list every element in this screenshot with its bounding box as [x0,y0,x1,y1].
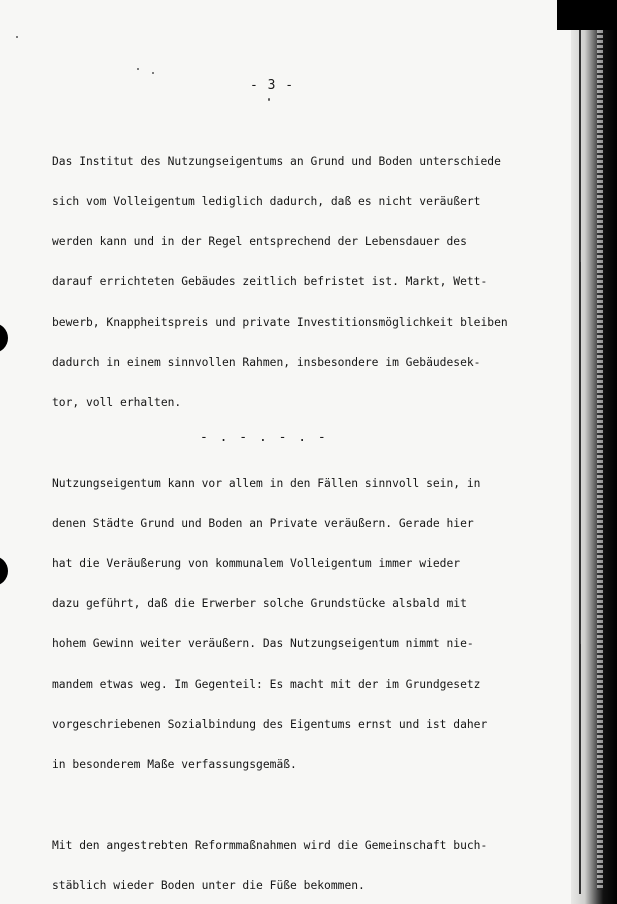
end-mark: - . - . - . - [200,430,328,445]
text-line: darauf errichteten Gebäudes zeitlich befristet ist. Markt, Wett- [52,275,488,289]
page-number: - 3 - [250,78,295,93]
text-line: bewerb, Knappheitspreis und private Investitionsmöglichkeit bleiben [52,315,508,329]
text-line: Nutzungseigentum kann vor allem in den Fällen sinnvoll sein, in [52,476,481,490]
text-line: dadurch in einem sinnvollen Rahmen, insbesondere im Gebäudesek- [52,355,481,369]
scan-top-corner [557,0,617,30]
scan-speck [16,36,18,38]
text-line: in besonderem Maße verfassungsgemäß. [52,758,297,772]
text-line: vorgeschriebenen Sozialbindung des Eigentums ernst und ist daher [52,717,488,731]
text-line: Das Institut des Nutzungseigentums an Grund und Boden unterschiede [52,154,501,168]
scan-right-edge [571,0,617,904]
body-text [52,128,567,904]
binder-hole-bottom [0,556,8,586]
edge-mark [580,630,581,644]
text-line: denen Städte Grund und Boden an Private veräußern. Gerade hier [52,516,474,530]
binder-hole-top [0,323,8,353]
text-line: werden kann und in der Regel entsprechend der Lebensdauer des [52,235,467,249]
text-line: Mit den angestrebten Reformmaßnahmen wird die Gemeinschaft buch- [52,838,488,852]
paragraph-1 [52,128,567,436]
text-line: mandem etwas weg. Im Gegenteil: Es macht mit der im Grundgesetz [52,677,481,691]
scan-speck [137,68,139,70]
paragraph-2 [52,450,567,799]
edge-mark [580,250,581,262]
scan-speck [268,98,270,101]
text-line: tor, voll erhalten. [52,396,182,410]
scan-page-border [579,28,581,894]
scan-binding-strip [597,30,603,890]
text-line: hat die Veräußerung von kommunalem Volleigentum immer wieder [52,556,461,570]
paragraph-3 [52,812,567,904]
scan-speck [152,72,154,74]
text-line: dazu geführt, daß die Erwerber solche Grundstücke alsbald mit [52,597,467,611]
text-line: sich vom Volleigentum lediglich dadurch, daß es nicht veräußert [52,195,481,209]
text-line: stäblich wieder Boden unter die Füße bekommen. [52,878,365,892]
text-line: hohem Gewinn weiter veräußern. Das Nutzungseigentum nimmt nie- [52,637,474,651]
